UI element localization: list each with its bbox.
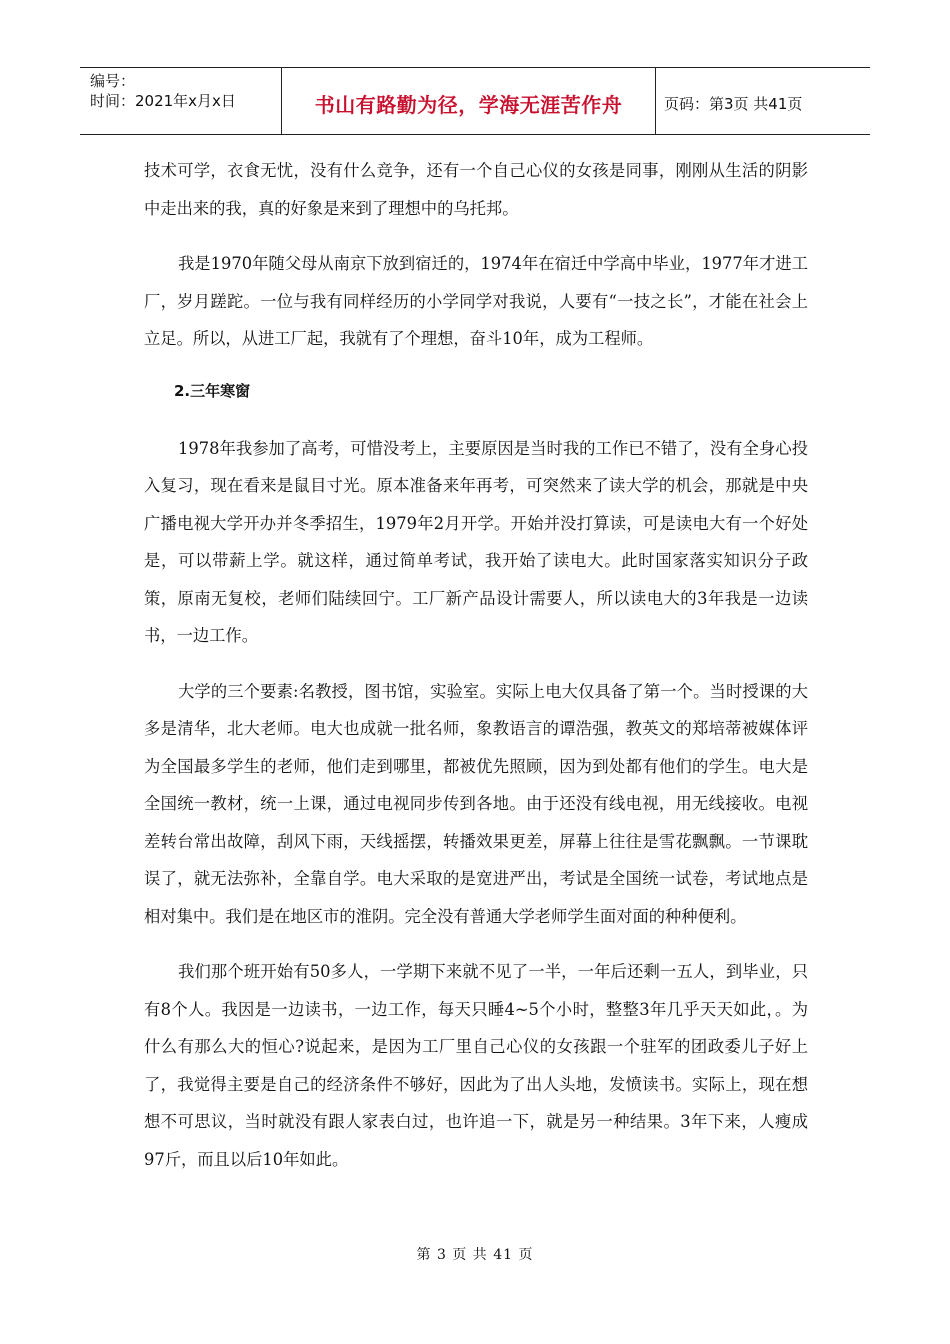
- header-page-info: [656, 68, 870, 134]
- page-footer: 第 3 页 共 41 页: [416, 1247, 534, 1263]
- section-heading: 2.三年寒窗: [174, 381, 251, 400]
- page-header: [80, 67, 870, 135]
- page-info-text: 页码：第3页 共41页: [664, 94, 803, 113]
- header-motto-cell: [282, 68, 656, 134]
- date-label: 时间：2021年x月x日: [90, 92, 236, 110]
- paragraph: 我是1970年随父母从南京下放到宿迁的，1974年在宿迁中学高中毕业，1977年才进工厂，岁月蹉跎。一位与我有同样经历的小学同学对我说，人要有“一技之长”，才能在社会上立足。所以，从进工厂起，我就有了个理想，奋斗10年，成为工程师。: [144, 254, 808, 348]
- document-body: [144, 152, 808, 1196]
- number-label: 编号：: [90, 72, 136, 90]
- paragraph: 大学的三个要素:名教授，图书馆，实验室。实际上电大仅具备了第一个。当时授课的大多是清华，北大老师。电大也成就一批名师，象教语言的谭浩强，教英文的郑培蒂被媒体评为全国最多学生的老师，他们走到哪里，都被优先照顾，因为到处都有他们的学生。电大是全国统一教材，统一上课，通过电视同步传到各地。由于还没有线电视，用无线接收。电视差转台常出故障，刮风下雨，天线摇摆，转播效果更差，屏幕上往往是雪花飘飘。一节课耽误了，就无法弥补，全靠自学。电大采取的是宽进严出，考试是全国统一试卷，考试地点是相对集中。我们是在地区市的淮阴。完全没有普通大学老师学生面对面的种种便利。: [144, 681, 808, 926]
- motto-text: 书山有路勤为径，学海无涯苦作舟: [314, 92, 623, 117]
- paragraph-continued: 技术可学，衣食无忧，没有什么竞争，还有一个自己心仪的女孩是同事，刚刚从生活的阴影中走出来的我，真的好象是来到了理想中的乌托邦。: [144, 161, 808, 218]
- paragraph: 我们那个班开始有50多人，一学期下来就不见了一半，一年后还剩一五人，到毕业，只有8个人。我因是一边读书，一边工作，每天只睡4~5个小时，整整3年几乎天天如此，。为什么有那么大的恒心?说起来，是因为工厂里自己心仪的女孩跟一个驻军的团政委儿子好上了，我觉得主要是自己的经济条件不够好，因此为了出人头地，发愤读书。实际上，现在想想不可思议，当时就没有跟人家表白过，也许追一下，就是另一种结果。3年下来，人瘦成97斤，而且以后10年如此。: [144, 962, 808, 1169]
- paragraph: 1978年我参加了高考，可惜没考上，主要原因是当时我的工作已不错了，没有全身心投入复习，现在看来是鼠目寸光。原本准备来年再考，可突然来了读大学的机会，那就是中央广播电视大学开办并冬季招生，1979年2月开学。开始并没打算读，可是读电大有一个好处是，可以带薪上学。就这样，通过简单考试，我开始了读电大。此时国家落实知识分子政策，原南无复校，老师们陆续回宁。工厂新产品设计需要人，所以读电大的3年我是一边读书，一边工作。: [144, 438, 808, 645]
- header-meta: [80, 68, 282, 134]
